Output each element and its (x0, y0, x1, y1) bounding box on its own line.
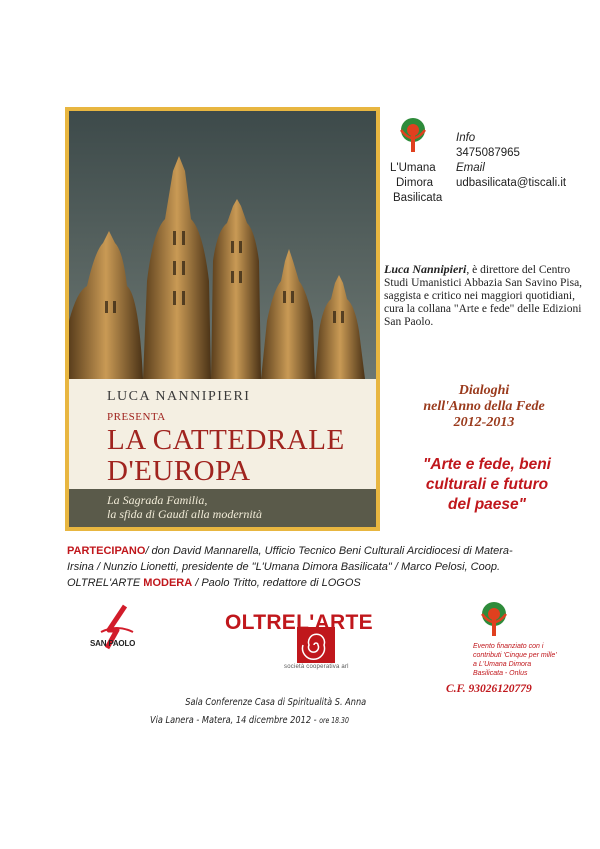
funding-line2: contributi 'Cinque per mille' (473, 652, 557, 659)
cover-subtitle-line1: La Sagrada Familia, (107, 493, 208, 507)
fiscal-code: C.F. 93026120779 (446, 683, 532, 695)
moderator-text: / Paolo Tritto, redattore di LOGOS (192, 577, 361, 589)
participants-label: PARTECIPANO (67, 545, 146, 557)
cover-subtitle-line2: la sfida di Gaudí alla modernità (107, 507, 263, 521)
funding-line3: a L'Umana Dimora (473, 661, 532, 668)
info-label: Info (456, 132, 476, 144)
speaker-bio (384, 263, 594, 329)
org-name (390, 161, 442, 206)
funding-note (473, 642, 600, 678)
umana-dimora-logo-icon (396, 116, 430, 156)
sagrada-familia-photo (69, 111, 376, 379)
venue-line2 (150, 712, 380, 730)
speaker-name: Luca Nannipieri (384, 262, 467, 276)
cover-title-line2: D'EUROPA (107, 455, 251, 487)
umana-dimora-logo-small-icon (477, 600, 511, 640)
san-paolo-label: SAN PAOLO (90, 639, 136, 648)
venue-address-date: Via Lanera - Matera, 14 dicembre 2012 - (150, 715, 320, 726)
tagline-line3: del paese" (448, 496, 526, 513)
org-name-line3: Basilicata (393, 192, 443, 204)
org-name-line2: Dimora (396, 177, 434, 189)
contact-info (456, 131, 566, 191)
email-address[interactable]: udbasilicata@tiscali.it (456, 177, 567, 189)
cover-author: LUCA NANNIPIERI (107, 389, 251, 404)
event-tagline (392, 455, 582, 515)
event-series-title (384, 383, 584, 431)
book-cover-inner (69, 111, 376, 527)
speaker-bio-text: , è direttore del Centro Studi Umanistici Abbazia San Savino Pisa, saggista e critico nei maggiori quotidiani, cura la collana "Arte e fede" delle Edizioni San Paolo. (384, 264, 583, 328)
tagline-line1: "Arte e fede, beni (423, 456, 551, 473)
tagline-line2: culturali e futuro (425, 476, 549, 493)
venue-time: ore 18.30 (319, 716, 349, 725)
cover-subtitle-band (69, 489, 376, 527)
participants-block (67, 543, 537, 591)
venue-info (150, 694, 380, 730)
cover-title-line1: LA CATTEDRALE (107, 424, 345, 456)
venue-line1: Sala Conferenze Casa di Spiritualità S. Anna (185, 697, 367, 708)
phone-number: 3475087965 (456, 147, 520, 159)
cover-text-block (69, 379, 376, 491)
oltrelarte-logo-text: OLTREL'ARTE (225, 611, 373, 634)
dialoghi-line3: 2012-2013 (453, 415, 515, 430)
org-name-line1: L'Umana (390, 162, 436, 174)
dialoghi-line2: nell'Anno della Fede (423, 399, 545, 414)
cover-presenta: PRESENTA (107, 411, 166, 423)
book-cover (65, 107, 380, 531)
participants-text: / don David Mannarella, Ufficio Tecnico Beni Culturali Arcidiocesi di Matera-Irsina / Nunzio Lionetti, presidente de "L'Umana Dimora Basilicata" / Marco Pelosi, Coop. OLTREL'ARTE (67, 545, 513, 589)
dialoghi-line1: Dialoghi (458, 383, 510, 398)
email-label: Email (456, 162, 485, 174)
oltrelarte-spiral-icon (297, 627, 335, 663)
moderator-label: MODERA (143, 577, 193, 589)
funding-line1: Evento finanziato con i (473, 643, 544, 650)
oltrelarte-subtitle: società cooperativa arl (284, 664, 349, 670)
funding-line4: Basilicata - Onlus (473, 670, 528, 677)
